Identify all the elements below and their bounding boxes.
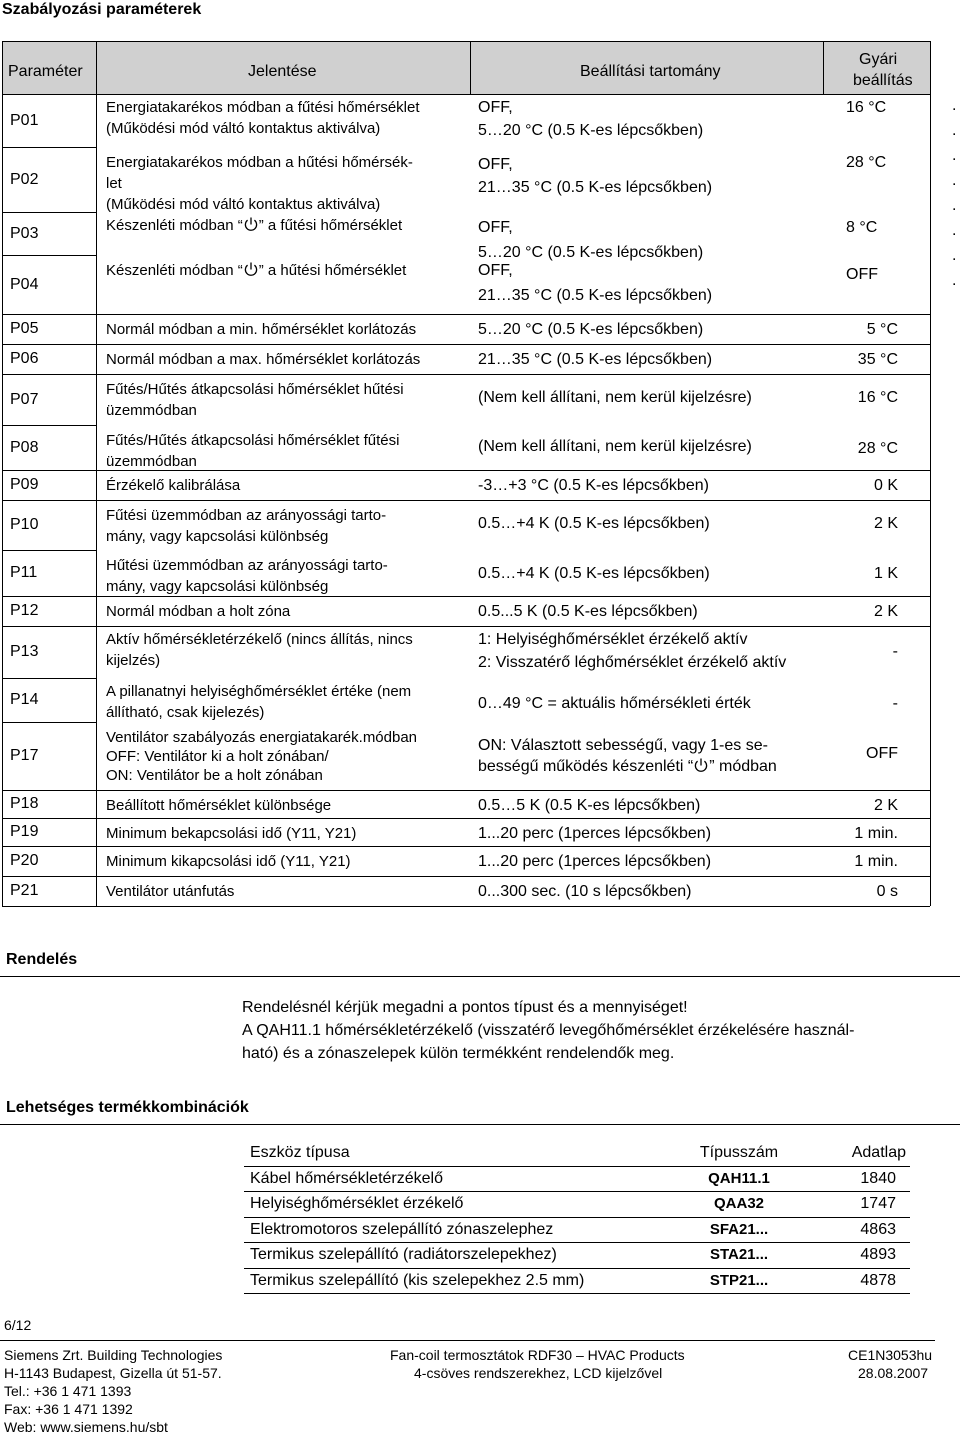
param-id: P19	[10, 823, 39, 840]
param-meaning: Ventilátor utánfutás	[106, 883, 235, 900]
table-row-divider	[2, 500, 930, 501]
margin-dot: .	[952, 122, 957, 139]
param-meaning: Normál módban a min. hőmérséklet korlátozás	[106, 321, 417, 338]
table-row-divider	[2, 314, 930, 315]
param-default: 0 K	[873, 477, 898, 494]
param-id: P07	[10, 391, 39, 408]
param-id: P11	[10, 564, 38, 581]
table-row-divider	[2, 846, 930, 847]
param-range: 21…35 °C (0.5 K-es lépcsőkben)	[478, 351, 713, 368]
param-id: P09	[10, 476, 39, 493]
param-id: P14	[10, 691, 39, 708]
param-meaning: Energiatakarékos módban a fűtési hőmérséklet	[106, 99, 420, 116]
combo-type: QAA32	[713, 1195, 765, 1212]
param-meaning	[106, 261, 406, 280]
param-range	[478, 757, 777, 777]
footer-date: 28.08.2007	[858, 1365, 929, 1381]
param-range: (Nem kell állítani, nem kerül kijelzésre)	[478, 389, 752, 406]
footer-divider	[0, 1340, 935, 1341]
table-row-divider	[2, 678, 96, 679]
param-id: P21	[10, 882, 39, 899]
combo-row-divider	[244, 1268, 910, 1269]
param-meaning: Fűtés/Hűtés átkapcsolási hőmérséklet fűtési	[106, 432, 400, 449]
footer-address: H-1143 Budapest, Gizella út 51-57.	[4, 1365, 222, 1381]
param-meaning: (Működési mód váltó kontaktus aktiválva)	[106, 196, 381, 213]
param-default: 8 °C	[846, 219, 878, 236]
margin-dot: .	[952, 197, 957, 214]
param-meaning: Érzékelő kalibrálása	[106, 477, 241, 494]
table-row-divider	[2, 876, 930, 877]
param-default: 1 K	[873, 565, 898, 582]
param-range: 0.5…+4 K (0.5 K-es lépcsőkben)	[478, 565, 710, 582]
param-meaning: kijelzés)	[106, 652, 161, 669]
combo-type: STA21...	[709, 1246, 769, 1263]
param-meaning: Fűtés/Hűtés átkapcsolási hőmérséklet hűtési	[106, 381, 404, 398]
footer-product-line-1: Fan-coil termosztátok RDF30 – HVAC Products	[390, 1347, 685, 1363]
combo-datasheet: 1747	[860, 1195, 896, 1212]
param-meaning: Minimum bekapcsolási idő (Y11, Y21)	[106, 825, 357, 842]
param-range: ON: Választott sebességű, vagy 1-es se-	[478, 737, 768, 754]
combo-device: Elektromotoros szelepállító zónaszelephez	[250, 1221, 554, 1238]
param-meaning: Energiatakarékos módban a hűtési hőmérsék-	[106, 154, 413, 171]
param-range: 5…20 °C (0.5 K-es lépcsőkben)	[478, 122, 704, 139]
table-header-background	[2, 41, 930, 94]
combo-datasheet: 4863	[860, 1221, 896, 1238]
margin-dot: .	[952, 147, 957, 164]
param-range: 1: Helyiséghőmérséklet érzékelő aktív	[478, 631, 748, 648]
header-meaning: Jelentése	[248, 63, 317, 80]
param-meaning: (Működési mód váltó kontaktus aktiválva)	[106, 120, 381, 137]
table-row-divider	[2, 626, 930, 627]
param-default: 2 K	[873, 515, 898, 532]
param-range: 0.5...5 K (0.5 K-es lépcsőkben)	[478, 603, 698, 620]
combo-row-divider	[244, 1191, 910, 1192]
param-id: P17	[10, 747, 39, 764]
combo-device: Termikus szelepállító (radiátorszelepekhez)	[250, 1246, 557, 1263]
combo-row-divider	[244, 1217, 910, 1218]
param-meaning: Aktív hőmérsékletérzékelő (nincs állítás, nincs	[106, 631, 413, 648]
param-id: P04	[10, 276, 39, 293]
param-meaning: Minimum kikapcsolási idő (Y11, Y21)	[106, 853, 351, 870]
param-meaning: let	[106, 175, 122, 192]
param-range: 0.5…5 K (0.5 K-es lépcsőkben)	[478, 797, 701, 814]
param-range: 5…20 °C (0.5 K-es lépcsőkben)	[478, 244, 704, 261]
param-range: 0…49 °C = aktuális hőmérsékleti érték	[478, 695, 751, 712]
power-standby-icon	[243, 216, 259, 232]
param-default: -	[892, 643, 898, 660]
param-meaning: ON: Ventilátor be a holt zónában	[106, 767, 323, 784]
header-parameter: Paraméter	[8, 63, 83, 80]
param-default: 16 °C	[846, 99, 887, 116]
param-id: P03	[10, 225, 39, 242]
param-range: 0...300 sec. (10 s lépcsőkben)	[478, 883, 692, 900]
param-meaning: Normál módban a max. hőmérséklet korlátozás	[106, 351, 421, 368]
param-meaning: mány, vagy kapcsolási különbség	[106, 578, 329, 595]
combo-header-device: Eszköz típusa	[250, 1144, 350, 1161]
table-row-divider	[2, 425, 96, 426]
combo-row-divider	[244, 1293, 910, 1294]
param-default: 5 °C	[866, 321, 898, 338]
combo-row-divider	[244, 1242, 910, 1243]
param-meaning-post: ” a hűtési hőmérséklet	[258, 262, 407, 279]
combo-type: STP21...	[709, 1272, 769, 1289]
param-id: P13	[10, 643, 39, 660]
header-factory-line-1: Gyári	[859, 51, 898, 68]
footer-product-line-2: 4-csöves rendszerekhez, LCD kijelzővel	[414, 1365, 663, 1381]
table-row-divider	[2, 255, 96, 256]
param-id: P05	[10, 320, 39, 337]
param-default: -	[892, 695, 898, 712]
table-row-divider	[2, 596, 930, 597]
param-meaning: állítható, csak kijelezés)	[106, 704, 265, 721]
param-default: 28 °C	[857, 440, 898, 457]
param-meaning: Normál módban a holt zóna	[106, 603, 291, 620]
param-default: 2 K	[873, 797, 898, 814]
margin-dot: .	[952, 247, 957, 264]
param-range: OFF,	[478, 99, 513, 116]
header-factory-line-2: beállítás	[853, 72, 913, 89]
param-range: OFF,	[478, 262, 513, 279]
param-meaning: mány, vagy kapcsolási különbség	[106, 528, 329, 545]
param-range: 21…35 °C (0.5 K-es lépcsőkben)	[478, 287, 713, 304]
param-meaning-pre: Készenléti módban “	[106, 217, 243, 234]
param-default: 2 K	[873, 603, 898, 620]
margin-dot: .	[952, 97, 957, 114]
table-row-divider	[2, 147, 96, 148]
param-range: 1...20 perc (1perces lépcsőkben)	[478, 853, 712, 870]
param-default: 35 °C	[857, 351, 898, 368]
page-number: 6/12	[4, 1317, 32, 1333]
param-id: P18	[10, 795, 39, 812]
margin-dot: .	[952, 172, 957, 189]
header-range: Beállítási tartomány	[580, 63, 721, 80]
ordering-divider	[0, 976, 960, 977]
combo-type: QAH11.1	[708, 1170, 770, 1187]
footer-fax: Fax: +36 1 471 1392	[4, 1401, 133, 1417]
ordering-line-1: Rendelésnél kérjük megadni a pontos típust és a mennyiséget!	[242, 999, 688, 1016]
table-header-border	[2, 94, 930, 95]
ordering-line-3: ható) és a zónaszelepek külön termékként rendelendők meg.	[242, 1045, 675, 1062]
param-range: 1...20 perc (1perces lépcsőkben)	[478, 825, 712, 842]
footer-tel: Tel.: +36 1 471 1393	[4, 1383, 132, 1399]
combo-datasheet: 4893	[860, 1246, 896, 1263]
param-default: 16 °C	[857, 389, 898, 406]
param-id: P08	[10, 439, 39, 456]
param-range-post: ” módban	[709, 758, 777, 775]
param-meaning	[106, 216, 402, 235]
power-standby-icon	[243, 261, 259, 277]
param-default: OFF	[846, 266, 878, 283]
combo-device: Termikus szelepállító (kis szelepekhez 2.5 mm)	[250, 1272, 585, 1289]
combo-header-type: Típusszám	[699, 1144, 779, 1161]
param-range: -3…+3 °C (0.5 K-es lépcsőkben)	[478, 477, 709, 494]
margin-dot: .	[952, 222, 957, 239]
combo-type: SFA21...	[709, 1221, 769, 1238]
param-meaning: üzemmódban	[106, 402, 197, 419]
table-row-divider	[2, 550, 96, 551]
combo-datasheet: 1840	[860, 1170, 896, 1187]
combo-device: Kábel hőmérsékletérzékelő	[250, 1170, 443, 1187]
table-header-divider	[823, 41, 824, 94]
param-default: 0 s	[876, 883, 898, 900]
param-meaning-post: ” a fűtési hőmérséklet	[258, 217, 403, 234]
power-standby-icon	[693, 757, 709, 773]
table-row-divider	[2, 722, 96, 723]
param-range-pre: bességű működés készenléti “	[478, 758, 694, 775]
param-default: 28 °C	[846, 154, 887, 171]
table-header-divider	[470, 41, 471, 94]
param-default: 1 min.	[854, 853, 898, 870]
table-row-divider	[2, 818, 930, 819]
param-meaning: A pillanatnyi helyiséghőmérséklet értéke (nem	[106, 683, 412, 700]
param-range: OFF,	[478, 156, 513, 173]
param-id: P10	[10, 516, 39, 533]
param-range: 0.5…+4 K (0.5 K-es lépcsőkben)	[478, 515, 710, 532]
param-default: 1 min.	[854, 825, 898, 842]
footer-doc-code: CE1N3053hu	[848, 1347, 933, 1363]
table-row-divider	[2, 212, 96, 213]
combo-datasheet: 4878	[860, 1272, 896, 1289]
param-range: 5…20 °C (0.5 K-es lépcsőkben)	[478, 321, 704, 338]
param-meaning: OFF: Ventilátor ki a holt zónában/	[106, 748, 329, 765]
footer-web: Web: www.siemens.hu/sbt	[4, 1419, 168, 1435]
ordering-line-2: A QAH11.1 hőmérsékletérzékelő (visszatérő levegőhőmérséklet érzékelésére használ-	[242, 1022, 855, 1039]
table-row-divider	[2, 790, 930, 791]
ordering-title: Rendelés	[6, 951, 78, 968]
combo-header-datasheet: Adatlap	[851, 1144, 906, 1161]
table-left-border	[2, 41, 3, 906]
param-default: OFF	[866, 745, 898, 762]
param-range: 21…35 °C (0.5 K-es lépcsőkben)	[478, 179, 713, 196]
param-id: P12	[10, 602, 39, 619]
section-title: Szabályozási paraméterek	[2, 1, 202, 18]
param-meaning-pre: Készenléti módban “	[106, 262, 243, 279]
combinations-title: Lehetséges termékkombinációk	[6, 1099, 249, 1116]
param-meaning: Fűtési üzemmódban az arányossági tarto-	[106, 507, 387, 524]
param-range: OFF,	[478, 219, 513, 236]
table-right-border	[930, 41, 931, 906]
param-id: P06	[10, 350, 39, 367]
table-top-border	[2, 41, 930, 42]
param-meaning: Beállított hőmérséklet különbsége	[106, 797, 332, 814]
param-meaning: Ventilátor szabályozás energiatakarék.módban	[106, 729, 418, 746]
param-id: P01	[10, 112, 39, 129]
combinations-divider	[0, 1124, 960, 1125]
param-range: 2: Visszatérő léghőmérséklet érzékelő aktív	[478, 654, 787, 671]
table-row-divider	[2, 344, 930, 345]
footer-company: Siemens Zrt. Building Technologies	[4, 1347, 223, 1363]
combo-row-divider	[244, 1166, 910, 1167]
param-range: (Nem kell állítani, nem kerül kijelzésre)	[478, 438, 752, 455]
table-row-divider	[2, 374, 930, 375]
param-id: P02	[10, 171, 39, 188]
table-col-divider	[96, 41, 97, 906]
param-meaning: Hűtési üzemmódban az arányossági tarto-	[106, 557, 388, 574]
combo-device: Helyiséghőmérséklet érzékelő	[250, 1195, 464, 1212]
param-meaning: üzemmódban	[106, 453, 197, 470]
param-id: P20	[10, 852, 39, 869]
margin-dot: .	[952, 272, 957, 289]
table-row-divider	[2, 906, 930, 907]
